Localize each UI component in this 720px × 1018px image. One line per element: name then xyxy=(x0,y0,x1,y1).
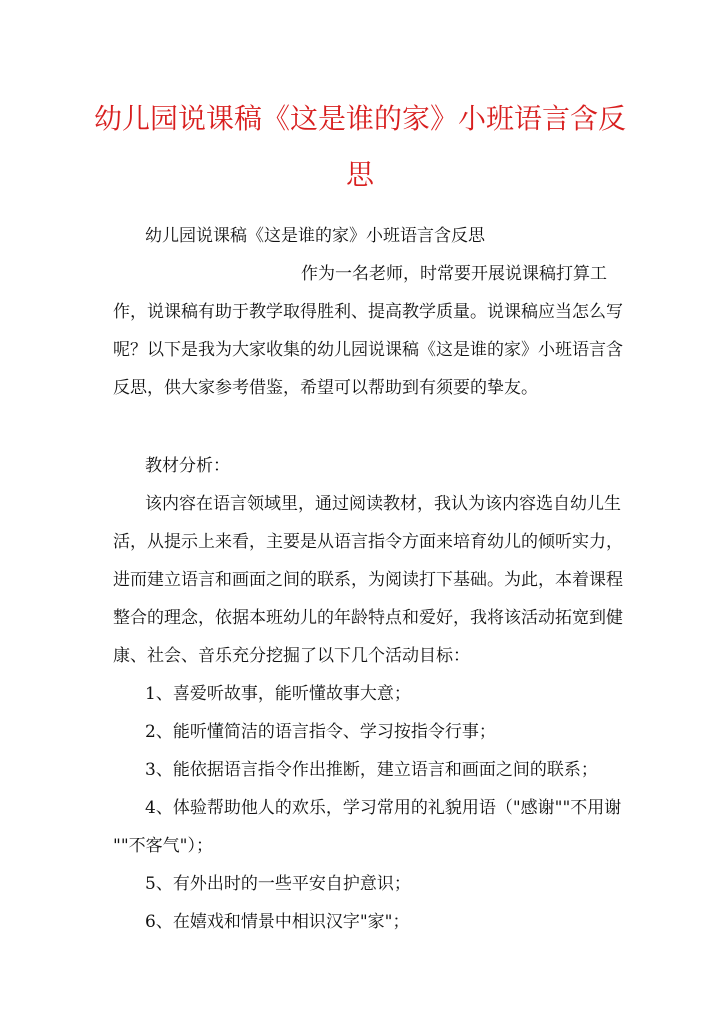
goal-item: 2、能听懂简洁的语言指令、学习按指令行事； xyxy=(145,722,496,742)
section-heading: 教材分析： xyxy=(145,456,230,476)
goal-item: 4、体验帮助他人的欢乐，学习常用的礼貌用语（"感谢""不用谢 xyxy=(145,798,622,818)
goal-item: 6、在嬉戏和情景中相识汉字"家"； xyxy=(145,912,410,932)
analysis-line: 进而建立语言和画面之间的联系，为阅读打下基础。为此，本着课程 xyxy=(113,570,623,590)
subtitle: 幼儿园说课稿《这是谁的家》小班语言含反思 xyxy=(145,226,485,246)
intro-line: 作为一名老师，时常要开展说课稿打算工 xyxy=(301,264,607,284)
analysis-line: 活，从提示上来看，主要是从语言指令方面来培育幼儿的倾听实力， xyxy=(113,532,623,552)
analysis-line: 康、社会、音乐充分挖掘了以下几个活动目标： xyxy=(113,646,470,666)
goal-item-continued: ""不客气"）； xyxy=(113,836,213,856)
analysis-line: 整合的理念，依据本班幼儿的年龄特点和爱好，我将该活动拓宽到健 xyxy=(113,608,623,628)
goal-item: 5、有外出时的一些平安自护意识； xyxy=(145,874,411,894)
document-title-line-2: 思 xyxy=(345,158,374,191)
goal-item: 1、喜爱听故事，能听懂故事大意； xyxy=(145,684,411,704)
intro-line: 作，说课稿有助于教学取得胜利、提高教学质量。说课稿应当怎么写 xyxy=(113,302,623,322)
intro-line: 呢？以下是我为大家收集的幼儿园说课稿《这是谁的家》小班语言含 xyxy=(113,340,623,360)
intro-line: 反思，供大家参考借鉴，希望可以帮助到有须要的挚友。 xyxy=(113,378,538,398)
analysis-line: 该内容在语言领域里，通过阅读教材，我认为该内容选自幼儿生 xyxy=(145,494,621,514)
goal-item: 3、能依据语言指令作出推断，建立语言和画面之间的联系； xyxy=(145,760,598,780)
document-title-line-1: 幼儿园说课稿《这是谁的家》小班语言含反 xyxy=(93,102,626,135)
